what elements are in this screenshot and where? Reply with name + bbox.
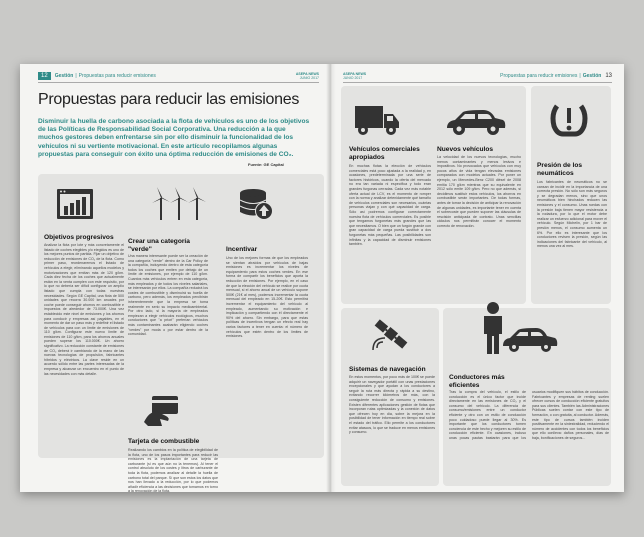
box-title-neumaticos: Presión de los neumáticos xyxy=(537,162,583,177)
page-number-right: 13 xyxy=(605,73,612,79)
section-title: Propuestas para reducir emisiones xyxy=(78,73,156,79)
magazine-name: ASEPA NEWS xyxy=(295,72,319,76)
magazine-tag-right xyxy=(343,72,366,80)
box-title-incentivar: Incentivar xyxy=(226,246,258,253)
right-page xyxy=(331,64,624,492)
satellite-icon xyxy=(371,314,411,354)
box-body-nuevos: La velocidad de los nuevos tecnologías, mucho menos contaminantes y menos lesivos e impositivos. No provocados que vehículos con muy pocos años de vida tengan elevadas emisiones comparados con modelos actuales. Por poner un ejemplo, un Mercedes-Benz C200 diésel de 2008 emitía 170 g/km mientras que su equivalente en 2012 sólo emite 109 g/km. Pero no que además, si decidimos sustituir estos vehículos, los ahorros en combustible serán importantes. De todas formas, antes de tomar la decisión de anticipar la renovación de algunas unidades, es importante tener en cuenta el sobrecoste que pueden suponer las cláusulas de rescisión anticipada de contrato. Unas sencillas cálculos nos permitirán conocer el momento correcto de renovación. xyxy=(437,155,521,228)
box-body-neumaticos: Los fabricantes de neumáticos no se cansan de incidir en la importancia de una correcta presión. No sólo son más seguros y se degradan menos, sino que unos neumáticos bien hinchados reducen las emisiones y el consumo. Unas ruedas con la presión baja tienen mayor resistencia a la rodadura, por lo que el motor debe realizar un esfuerzo adicional para mover el vehículo. Según Michelin, por 1 bar de presión menos, el consumo aumenta un 6%. Por ello es interesante que los conductores revisen la presión, según las indicaciones del fabricante del vehículo, al menos una vez al mes. xyxy=(537,180,607,249)
source-credit: Fuente: GE Capital xyxy=(248,162,284,167)
section-label: Gestión xyxy=(54,73,74,79)
box-body-categoria-verde: Una manera interesante puede ser la creación de una categoría "verde" dentro de la Car Policy de la compañía, incluyendo dentro de esta categoría todos los coches que emiten por debajo de un límite de emisiones, por ejemplo de 110 g/km. Cuantos más vehículos entren en esta categoría, más empleados y de todos los niveles salariales, se interesarán por ellos. La compañía reducirá los costes de combustible y disminuirá su huella de carbono, pero además, los empleados percibirán inherentemente que la empresa se toma realmente en serio su impacto medioambiental. Por otro lado, si la mayoría de empleados empiezan a elegir vehículos ecológicos, muchos conductores que "a priori" preferían vehículos más contaminantes acabarán eligiendo coches "verdes" por moda o por estar dentro de la comunidad. xyxy=(128,254,208,337)
driver-car-icon xyxy=(481,300,561,356)
box-body-conductores: Tras la compra del vehículo, el estilo de conducción es el único factor que incide directamente en las emisiones de CO₂ y el consumo del vehículo. La diferencia de consumo/emisiones entre un conductor eficiente y otro con un estilo de conducción poco cuidadoso puede llegar al 30%. Es importante que los conductores tomen conciencia de este hecho y mejoren su estilo de conducción eficiente. En ocasiones, incluso unas pocas pautas bastarán para que los usuarios modifiquen sus hábitos de conducción. Fabricantes y empresas de renting suelen ofrecer cursos de conducción eficiente gratuitos para sus clientes. También las Administraciones Públicas suelen contar con este tipo de formación, o con gratuita, al conductor. Además, este tipo de cursos también inciden positivamente en la siniestralidad, reduciendo el número de accidentes con todos los beneficios que ello conlleva: daños personales, días de baja, bonificaciones de seguros... xyxy=(449,390,609,440)
wind-turbines-icon xyxy=(152,186,206,220)
box-title-comerciales: Vehículos comerciales apropiados xyxy=(349,146,420,161)
box-title-tarjeta: Tarjeta de combustible xyxy=(128,438,200,445)
box-title-categoria-verde: Crear una categoría "verde" xyxy=(128,238,190,253)
box-body-objetivos: Analizar la flota por lote y más concretamente el listado de coches elegibles y/o elegidos es uno de los mejores puntos de partida. Fijar un objetivo de reducción de emisiones de CO₂ de la flota. Como primer paso, reordenaremos el listado de vehículos a elegir, eliminando aquellos modelos y motorizaciones que emitan más de 120 g/km. Cada diez fecha de los coches que actualmente están en la venta cumplen con este requisito, por lo que no debería ser difícil configurar un amplio listado que cumpla con todas nuestras necesidades. Según GE Capital, una flota de 500 unidades que recorra 30.000 km anuales por coche puede conseguir ahorros en combustible e impuestos de alrededor de 73.000€. Una vez establecido este nivel de emisiones y los ahorros para conducir y empresas así pagables, en el momento de dar un paso más y redefinir el listado de vehículos para con un límite de emisiones de 110 g/km. Configurar este nuevo límite de emisiones de 110 g/km, para los ahorros anuales pueden superar los 110.000€. Un ahorro significativo. La reducción constante de emisiones de CO₂ deberá ir cambiando de la mano de las nuevas tecnologías de propulsión, fabricantes híbridos y eléctricos. La clave reside en un acuerdo sólido entre las partes interesadas de la empresa y alcanzar un encuentro en el punto de las necesidades con más detalle. xyxy=(44,243,124,376)
chart-monitor-icon xyxy=(56,188,94,220)
box-body-comerciales: En muchas flotas la elección de vehículos comerciales está poco ajustada a la realidad y, en ocasiones, predeterminada por una serie de factores históricos, cuando la oferta del mercado no era tan variada ni específica y todo eran grandes furgonas cerradas. Cada vez más notable oferta actual de LCV, es el momento de romper con la norma y analizar detenidamente qué tamaño de vehículos comerciales son necesarios, cuántas personas viajan y con qué capacidad de carga. Sólo así podremos configurar correctamente nuestra flota de vehículos comerciales. Es posible que tengamos furgonetas más grandes que las que necesitamos. O bien que un furgón grande con gran capacidad de carga pueda sustituir a dos furgonetas más pequeñas. Las posibilidades son infinitas y la capacidad de disminuir emisiones también. xyxy=(349,164,431,247)
intro-paragraph: Disminuir la huella de carbono asociada a la flota de vehículos es uno de los objetivos de las Políticas de Responsabilidad Social Corporativa. Una reducción a la que muchos gestores deben enfrentarse sin por ello disminuir la funcionalidad de los vehículos ni su vertiente motivacional. En este artículo recopilamos algunas propuestas para conseguir con éxito una óptima reducción de emisiones de CO₂. xyxy=(38,118,310,158)
magazine-spread xyxy=(20,64,624,492)
section-title-right: Propuestas para reducir emisiones xyxy=(500,73,578,79)
box-title-conductores: Conductores más eficientes xyxy=(449,374,505,389)
page-title: Propuestas para reducir las emisiones xyxy=(38,91,300,108)
section-label-right: Gestión xyxy=(582,73,602,79)
box-body-tarjeta: Realizando los cambios en la política de elegibilidad de la flota, uno de los pasos importantes para reducir las emisiones es la implantación de una tarjeta de carburante (si es que aún no la tenemos). Al tener el control absoluto de los costes y litros de carburante de toda la flota, podemos analizar al detalle la huella de carbono total del parque. Sí que son estos los datos que nos han llevado a la reducción, por lo que podemos añadir eficiencia a las decisiones que tomamos en torno a la renovación de la flota. xyxy=(128,448,218,494)
magazine-tag xyxy=(296,72,319,80)
left-page-header xyxy=(38,70,319,83)
page-number: 12 xyxy=(38,72,51,80)
box-title-objetivos: Objetivos progresivos xyxy=(44,234,114,241)
car-icon xyxy=(443,108,507,136)
left-page xyxy=(20,64,331,492)
tire-pressure-icon xyxy=(549,100,589,140)
box-body-navegacion: En estos momentos, por poco más de 100€ se puede adquirir un navegador portátil con unas prestaciones excepcionales y que ayudan a los conductores a seguir la ruta más directa y rápida a su destino, evitando recorrer kilómetros de más, con la consiguiente reducción de consumo y emisiones. Existen diferentes aplicaciones gestión de flotas que incorporan rutas optimizadas y la conexión de datos que ofrecen hoy en día, sobre la mejora en la posibilidad de tener información en tiempo real sobre el estado del tráfico. Ello permite a los conductores evitar atascos, lo que se traduce en menos emisiones y consumo. xyxy=(349,375,435,435)
fuel-card-icon xyxy=(142,394,182,428)
magazine-name-right: ASEPA NEWS xyxy=(343,72,367,76)
delivery-truck-icon xyxy=(353,102,401,138)
upload-disk-icon xyxy=(238,186,274,222)
issue-date: JUNIO 2017 xyxy=(299,76,319,80)
right-page-header xyxy=(343,70,612,83)
issue-date-right: JUNIO 2017 xyxy=(343,76,363,80)
separator-right: | xyxy=(579,73,581,79)
box-title-nuevos: Nuevos vehículos xyxy=(437,146,494,153)
box-body-incentivar: Uno de los mejores formas de que los empleados se sientan atraídos por vehículos de bajas emisiones es incrementar los niveles de equipamiento para estos coches verdes. En ese forma de compartir los beneficios que aporta la reducción de emisiones. Por ejemplo, en el caso de que la elección del vehículo se realice por cuota mensual, si el ahorro anual de un vehículo supone 500€ (21€ al mes), podemos incrementar la cuota mensual del empleado en 15-20€. Esto permitirá incrementar el equipamiento del vehículo al empleado, aumentando su motivación e implicación y compartiendo con él directamente el 90% del ahorro. Sin embargo, para que estas políticas de incentivos tengan un efecto real hay varios factores a tener en cuenta: el número de vehículos que estén dentro de los límites de emisiones. xyxy=(226,256,308,339)
separator: | xyxy=(75,73,77,79)
box-title-navegacion: Sistemas de navegación xyxy=(349,366,426,373)
